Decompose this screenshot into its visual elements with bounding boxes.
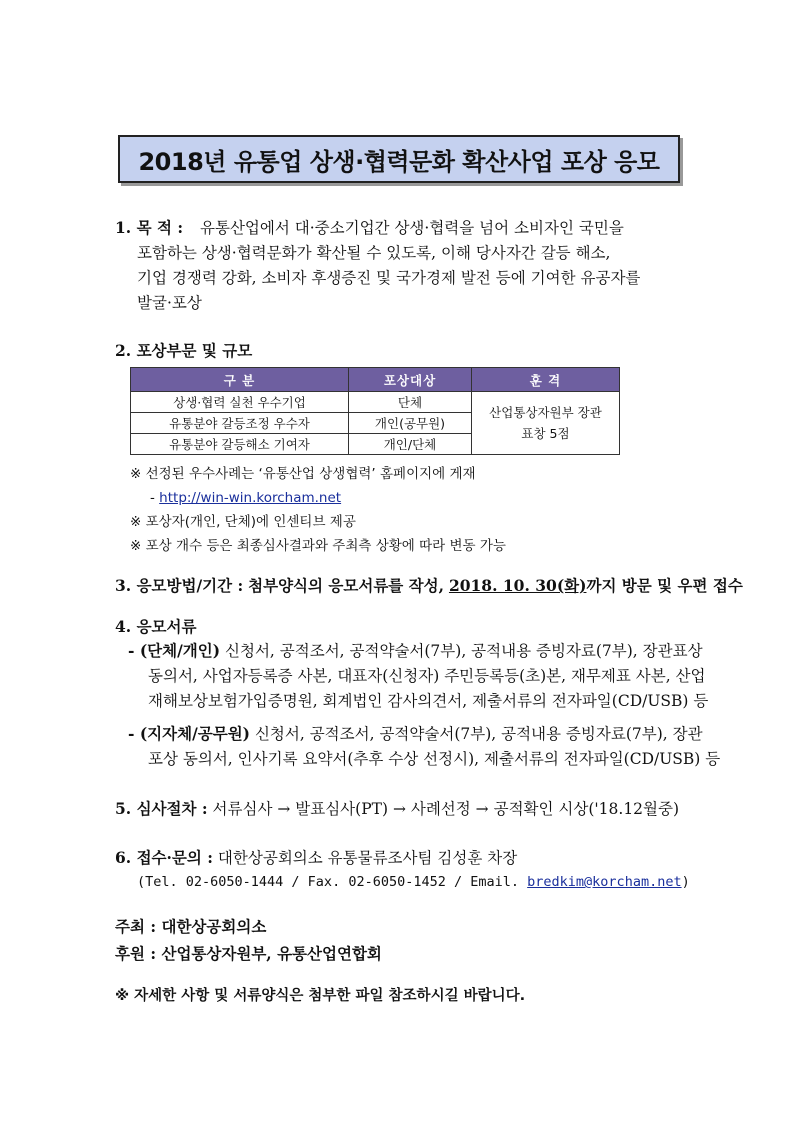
award-grade — [472, 392, 620, 455]
contact-row — [115, 848, 517, 868]
documents-heading: 4. 응모서류 — [115, 617, 197, 636]
row-target: 개인/단체 — [349, 434, 472, 455]
footer-note: ※ 자세한 사항 및 서류양식은 첨부한 파일 참조하시길 바랍니다. — [115, 988, 526, 1004]
row-target: 단체 — [349, 392, 472, 413]
note: ※ 포상 개수 등은 최종심사결과와 주최측 상황에 따라 변동 가능 — [130, 538, 506, 554]
method-text: 까지 방문 및 우편 접수 — [586, 576, 743, 595]
contact-text: 대한상공회의소 유통물류조사팀 김성훈 차장 — [217, 849, 518, 867]
row-category: 유통분야 갈등조정 우수자 — [131, 413, 349, 434]
title-box — [118, 135, 680, 183]
procedure-row — [115, 799, 679, 819]
deadline-date: 2018. 10. 30(화) — [448, 576, 587, 595]
procedure-text: 서류심사 → 발표심사(PT) → 사례선정 → 공적확인 시상('18.12월중) — [212, 800, 680, 818]
group2-line: 신청서, 공적조서, 공적약술서(7부), 공적내용 증빙자료(7부), 장관 — [254, 725, 703, 743]
grade-line: 표창 5점 — [521, 426, 570, 441]
purpose-line: 포함하는 상생·협력문화가 확산될 수 있도록, 이해 당사자간 갈등 해소, — [137, 244, 611, 262]
host-value: 대한상공회의소 — [161, 917, 267, 936]
method-label: 3. 응모방법/기간 : — [115, 576, 244, 595]
homepage-link-row — [150, 488, 341, 508]
email-link[interactable]: bredkim@korcham.net — [527, 874, 682, 890]
group1-line: 재해보상보험가입증명원, 회계법인 감사의견서, 제출서류의 전자파일(CD/USB) 등 — [148, 692, 709, 710]
note: ※ 포상자(개인, 단체)에 인센티브 제공 — [130, 514, 356, 530]
contact-close: ) — [681, 874, 690, 890]
note: ※ 선정된 우수사례는 ‘유통산업 상생협력’ 홈페이지에 게재 — [130, 466, 476, 482]
group1-row — [128, 641, 703, 661]
purpose-line: 발굴·포상 — [137, 294, 202, 312]
group1-label: - (단체/개인) — [128, 641, 221, 660]
host-row — [115, 917, 266, 937]
header-target: 포상대상 — [349, 368, 472, 392]
header-grade: 훈 격 — [472, 368, 620, 392]
row-target: 개인(공무원) — [349, 413, 472, 434]
grade-line: 산업통상자원부 장관 — [489, 405, 602, 420]
sponsor-value: 산업통상자원부, 유통산업연합회 — [161, 944, 382, 963]
purpose-line: 유통산업에서 대·중소기업간 상생·협력을 넘어 소비자인 국민을 — [200, 219, 624, 237]
sponsor-row — [115, 944, 382, 964]
table-header-row — [131, 368, 620, 392]
group2-label: - (지자체/공무원) — [128, 724, 250, 743]
group1-line: 동의서, 사업자등록증 사본, 대표자(신청자) 주민등록등(초)본, 재무제표 사본, 산업 — [148, 667, 706, 685]
group1-line: 신청서, 공적조서, 공적약술서(7부), 공적내용 증빙자료(7부), 장관표상 — [225, 642, 703, 660]
header-category: 구 분 — [131, 368, 349, 392]
purpose-label: 1. 목 적 : — [115, 218, 184, 237]
purpose-line: 기업 경쟁력 강화, 소비자 후생증진 및 국가경제 발전 등에 기여한 유공자를 — [137, 269, 641, 287]
host-label: 주최 : — [115, 917, 157, 936]
page-title: 2018년 유통업 상생·협력문화 확산사업 포상 응모 — [138, 147, 660, 176]
sponsor-label: 후원 : — [115, 944, 157, 963]
method-row — [115, 576, 743, 596]
contact-phone: (Tel. 02-6050-1444 / Fax. 02-6050-1452 / Email. — [137, 874, 520, 890]
contact-details — [137, 872, 690, 892]
awards-table — [130, 367, 620, 455]
link-prefix: - — [150, 490, 160, 506]
method-text: 첨부양식의 응모서류를 작성, — [248, 576, 445, 595]
contact-label: 6. 접수·문의 : — [115, 848, 213, 867]
awards-heading: 2. 포상부문 및 규모 — [115, 341, 253, 360]
table-row — [131, 392, 620, 413]
homepage-link[interactable]: http://win-win.korcham.net — [159, 490, 342, 506]
row-category: 유통분야 갈등해소 기여자 — [131, 434, 349, 455]
group2-line: 포상 동의서, 인사기록 요약서(추후 수상 선정시), 제출서류의 전자파일(CD/USB) 등 — [148, 750, 721, 768]
row-category: 상생·협력 실천 우수기업 — [131, 392, 349, 413]
procedure-label: 5. 심사절차 : — [115, 799, 208, 818]
group2-row — [128, 724, 703, 744]
